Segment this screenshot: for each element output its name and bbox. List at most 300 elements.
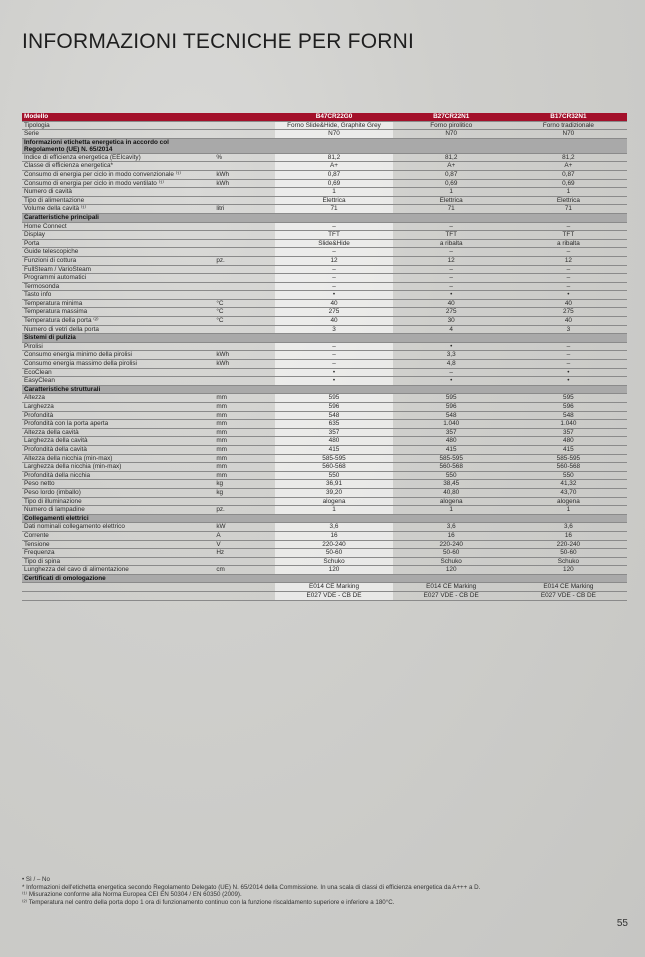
cell-value: – (275, 265, 392, 274)
row-unit (214, 325, 275, 334)
cell-value: – (275, 282, 392, 291)
table-row (22, 162, 627, 171)
cell-value: Schuko (510, 557, 627, 566)
cell-value: – (393, 265, 510, 274)
row-unit: mm (214, 428, 275, 437)
cell-value: – (393, 274, 510, 283)
cell-value: E014 CE Marking (393, 583, 510, 592)
cell-value: 596 (510, 403, 627, 412)
cell-value: 357 (393, 428, 510, 437)
cell-value: – (510, 248, 627, 257)
cell-value: 0,87 (393, 170, 510, 179)
row-unit (214, 377, 275, 386)
cell-value: 585-595 (393, 454, 510, 463)
cell-value: 1 (510, 188, 627, 197)
row-label: Lunghezza del cavo di alimentazione (22, 566, 214, 575)
row-unit: cm (214, 566, 275, 575)
cell-value: alogena (275, 497, 392, 506)
row-unit: °C (214, 317, 275, 326)
page-title: INFORMAZIONI TECNICHE PER FORNI (22, 30, 414, 53)
cell-value: 71 (510, 205, 627, 214)
cell-value: 16 (393, 531, 510, 540)
row-label: Tipo di alimentazione (22, 196, 214, 205)
table-row (22, 170, 627, 179)
row-label: Display (22, 231, 214, 240)
cell-value: 40 (510, 317, 627, 326)
cell-value: • (510, 291, 627, 300)
row-unit: kW (214, 523, 275, 532)
cell-value: Forno pirolitico (393, 121, 510, 130)
section-header-row (22, 385, 627, 394)
cell-value: 0,69 (510, 179, 627, 188)
cell-value: 220-240 (393, 540, 510, 549)
cell-value: 275 (275, 308, 392, 317)
table-row (22, 523, 627, 532)
cell-value: E027 VDE - CB DE (275, 592, 392, 601)
cell-value: 0,87 (510, 170, 627, 179)
table-row (22, 471, 627, 480)
row-unit: mm (214, 454, 275, 463)
cell-value: 275 (393, 308, 510, 317)
row-unit (214, 368, 275, 377)
table-row (22, 463, 627, 472)
model-header: B47CR22G0 (275, 113, 392, 121)
row-label: EcoClean (22, 368, 214, 377)
table-row (22, 454, 627, 463)
row-unit: mm (214, 437, 275, 446)
cell-value: 3,6 (393, 523, 510, 532)
cell-value: • (275, 368, 392, 377)
cell-value: 12 (393, 256, 510, 265)
section-title: Collegamenti elettrici (22, 514, 627, 523)
table-row (22, 411, 627, 420)
footnote: • Sì / – No (22, 876, 50, 883)
cell-value: 3,3 (393, 351, 510, 360)
cell-value: 3 (510, 325, 627, 334)
table-row (22, 566, 627, 575)
cell-value: 40 (393, 299, 510, 308)
cell-value: Forno Slide&Hide, Graphite Grey (275, 121, 392, 130)
cell-value: E014 CE Marking (510, 583, 627, 592)
table-row (22, 531, 627, 540)
cell-value: • (393, 342, 510, 351)
row-unit: kWh (214, 179, 275, 188)
cell-value: Elettrica (393, 196, 510, 205)
row-label: Volume della cavità ⁽¹⁾ (22, 205, 214, 214)
row-unit (214, 162, 275, 171)
row-label: Consumo di energia per ciclo in modo ventilato ⁽¹⁾ (22, 179, 214, 188)
cell-value: 3,6 (275, 523, 392, 532)
table-row (22, 480, 627, 489)
table-row (22, 317, 627, 326)
row-label: Altezza della nicchia (min-max) (22, 454, 214, 463)
cell-value: 0,69 (275, 179, 392, 188)
row-label: EasyClean (22, 377, 214, 386)
cell-value: 50-60 (510, 549, 627, 558)
cell-value: A+ (275, 162, 392, 171)
table-row (22, 583, 627, 592)
row-label (22, 583, 214, 592)
cell-value: • (275, 291, 392, 300)
cell-value: 81,2 (393, 153, 510, 162)
row-label: Tipo di illuminazione (22, 497, 214, 506)
row-label: Altezza della cavità (22, 428, 214, 437)
section-title: Sistemi di pulizia (22, 334, 627, 343)
cell-value: 595 (393, 394, 510, 403)
cell-value: 595 (510, 394, 627, 403)
row-label: Home Connect (22, 222, 214, 231)
section-header-row (22, 574, 627, 583)
row-unit (214, 239, 275, 248)
cell-value: 480 (275, 437, 392, 446)
row-unit: mm (214, 411, 275, 420)
row-unit: litri (214, 205, 275, 214)
cell-value: 12 (510, 256, 627, 265)
table-row (22, 557, 627, 566)
cell-value: 415 (275, 445, 392, 454)
cell-value: 585-595 (275, 454, 392, 463)
cell-value: 480 (393, 437, 510, 446)
cell-value: • (393, 377, 510, 386)
cell-value: 81,2 (275, 153, 392, 162)
table-row (22, 308, 627, 317)
cell-value: 40 (275, 317, 392, 326)
cell-value: E014 CE Marking (275, 583, 392, 592)
cell-value: 357 (510, 428, 627, 437)
cell-value: 596 (393, 403, 510, 412)
cell-value: Slide&Hide (275, 239, 392, 248)
cell-value: 71 (275, 205, 392, 214)
table-row (22, 256, 627, 265)
table-row (22, 153, 627, 162)
table-row (22, 428, 627, 437)
row-label: Tipo di spina (22, 557, 214, 566)
cell-value: 40 (510, 299, 627, 308)
row-label: Profondità della nicchia (22, 471, 214, 480)
cell-value: 30 (393, 317, 510, 326)
row-unit: mm (214, 394, 275, 403)
row-unit (214, 248, 275, 257)
cell-value: 120 (275, 566, 392, 575)
table-row (22, 497, 627, 506)
row-label: Altezza (22, 394, 214, 403)
table-row (22, 121, 627, 130)
table-row (22, 360, 627, 369)
cell-value: 560-568 (510, 463, 627, 472)
cell-value: – (275, 248, 392, 257)
cell-value: 357 (275, 428, 392, 437)
row-unit: kg (214, 480, 275, 489)
cell-value: 550 (275, 471, 392, 480)
cell-value: 415 (393, 445, 510, 454)
cell-value: • (393, 291, 510, 300)
cell-value: – (275, 342, 392, 351)
row-unit (214, 121, 275, 130)
page-number: 55 (616, 918, 628, 929)
table-header-row (22, 113, 627, 121)
row-label: Temperatura massima (22, 308, 214, 317)
row-label: FullSteam / VarioSteam (22, 265, 214, 274)
table-row (22, 248, 627, 257)
table-row (22, 179, 627, 188)
row-unit: mm (214, 403, 275, 412)
table-row (22, 540, 627, 549)
cell-value: TFT (510, 231, 627, 240)
cell-value: – (510, 360, 627, 369)
cell-value: 550 (510, 471, 627, 480)
cell-value: 548 (275, 411, 392, 420)
cell-value: – (275, 274, 392, 283)
row-unit (214, 291, 275, 300)
cell-value: – (510, 351, 627, 360)
row-unit: mm (214, 463, 275, 472)
cell-value: – (393, 248, 510, 257)
cell-value: 1.040 (510, 420, 627, 429)
spec-table (22, 113, 627, 601)
row-label: Programmi automatici (22, 274, 214, 283)
cell-value: A+ (510, 162, 627, 171)
footnote: ⁽²⁾ Temperatura nel centro della porta dopo 1 ora di funzionamento continuo con la funzione riscaldamento superiore e inferiore a 180°C. (22, 898, 395, 906)
model-header: B27CR22N1 (393, 113, 510, 121)
cell-value: – (275, 351, 392, 360)
footnote: ⁽¹⁾ Misurazione conforme alla Norma Europea CEI EN 50304 / EN 60350 (2009). (22, 891, 242, 899)
row-label: Pirolisi (22, 342, 214, 351)
row-unit (214, 231, 275, 240)
section-title: Informazioni etichetta energetica in accordo col Regolamento (UE) N. 65/2014 (22, 138, 627, 153)
row-label: Profondità (22, 411, 214, 420)
table-row (22, 265, 627, 274)
cell-value: 120 (393, 566, 510, 575)
cell-value: – (393, 282, 510, 291)
cell-value: 12 (275, 256, 392, 265)
row-unit (214, 342, 275, 351)
table-row (22, 549, 627, 558)
cell-value: 3,6 (510, 523, 627, 532)
row-unit: °C (214, 299, 275, 308)
section-header-row (22, 213, 627, 222)
table-row (22, 239, 627, 248)
cell-value: 16 (275, 531, 392, 540)
cell-value: 39,20 (275, 488, 392, 497)
cell-value: N70 (275, 130, 392, 139)
cell-value: 4 (393, 325, 510, 334)
row-label: Profondità con la porta aperta (22, 420, 214, 429)
cell-value: 415 (510, 445, 627, 454)
cell-value: 36,91 (275, 480, 392, 489)
row-unit: V (214, 540, 275, 549)
cell-value: 1 (275, 188, 392, 197)
row-label: Classe di efficienza energetica* (22, 162, 214, 171)
table-row (22, 592, 627, 601)
footnote: * Informazioni dell'etichetta energetica secondo Regolamento Delegato (UE) N. 65/2014 della Commissione. In una scala di classi di efficienza energetica da A+++ a D. (22, 883, 481, 891)
cell-value: – (510, 265, 627, 274)
cell-value: 635 (275, 420, 392, 429)
row-label: Larghezza della cavità (22, 437, 214, 446)
cell-value: 585-595 (510, 454, 627, 463)
cell-value: E027 VDE - CB DE (393, 592, 510, 601)
cell-value: 0,87 (275, 170, 392, 179)
cell-value: 71 (393, 205, 510, 214)
cell-value: 38,45 (393, 480, 510, 489)
table-row (22, 488, 627, 497)
table-row (22, 403, 627, 412)
row-unit (214, 282, 275, 291)
footnotes (22, 876, 480, 906)
cell-value: N70 (393, 130, 510, 139)
section-title: Caratteristiche principali (22, 213, 627, 222)
table-row (22, 130, 627, 139)
table-row (22, 342, 627, 351)
cell-value: 0,69 (393, 179, 510, 188)
cell-value: alogena (393, 497, 510, 506)
cell-value: 1 (393, 506, 510, 515)
row-label: Peso lordo (imballo) (22, 488, 214, 497)
row-unit: mm (214, 420, 275, 429)
cell-value: 480 (510, 437, 627, 446)
table-row (22, 274, 627, 283)
cell-value: – (510, 274, 627, 283)
row-label: Temperatura della porta ⁽²⁾ (22, 317, 214, 326)
cell-value: – (393, 368, 510, 377)
row-label: Tensione (22, 540, 214, 549)
row-label: Profondità della cavità (22, 445, 214, 454)
row-label (22, 592, 214, 601)
row-unit (214, 130, 275, 139)
row-unit: mm (214, 445, 275, 454)
cell-value: 220-240 (510, 540, 627, 549)
row-unit (214, 265, 275, 274)
cell-value: – (510, 282, 627, 291)
cell-value: TFT (275, 231, 392, 240)
section-header-row (22, 138, 627, 153)
cell-value: 40 (275, 299, 392, 308)
row-label: Numero di cavità (22, 188, 214, 197)
cell-value: 50-60 (275, 549, 392, 558)
cell-value: 50-60 (393, 549, 510, 558)
row-unit: % (214, 153, 275, 162)
table-row (22, 437, 627, 446)
row-label: Larghezza della nicchia (min-max) (22, 463, 214, 472)
cell-value: 3 (275, 325, 392, 334)
cell-value: 41,32 (510, 480, 627, 489)
row-label: Tipologia (22, 121, 214, 130)
row-unit: kWh (214, 351, 275, 360)
section-header-row (22, 514, 627, 523)
row-unit (214, 274, 275, 283)
cell-value: 548 (393, 411, 510, 420)
section-title: Caratteristiche strutturali (22, 385, 627, 394)
cell-value: 1 (393, 188, 510, 197)
table-row (22, 394, 627, 403)
cell-value: 43,70 (510, 488, 627, 497)
row-label: Funzioni di cottura (22, 256, 214, 265)
row-unit: kg (214, 488, 275, 497)
row-unit: pz. (214, 506, 275, 515)
table-row (22, 299, 627, 308)
table-row (22, 351, 627, 360)
table-row (22, 368, 627, 377)
section-header-row (22, 334, 627, 343)
row-label: Termosonda (22, 282, 214, 291)
cell-value: Schuko (275, 557, 392, 566)
cell-value: 220-240 (275, 540, 392, 549)
row-label: Indice di efficienza energetica (EEIcavity) (22, 153, 214, 162)
table-row (22, 325, 627, 334)
row-unit (214, 557, 275, 566)
cell-value: Elettrica (275, 196, 392, 205)
table-row (22, 188, 627, 197)
row-unit: °C (214, 308, 275, 317)
row-label: Corrente (22, 531, 214, 540)
cell-value: – (275, 360, 392, 369)
table-row (22, 377, 627, 386)
cell-value: Schuko (393, 557, 510, 566)
row-unit (214, 497, 275, 506)
row-label: Peso netto (22, 480, 214, 489)
row-unit: kWh (214, 360, 275, 369)
cell-value: • (510, 377, 627, 386)
cell-value: Forno tradizionale (510, 121, 627, 130)
cell-value: • (275, 377, 392, 386)
row-label: Consumo di energia per ciclo in modo convenzionale ⁽¹⁾ (22, 170, 214, 179)
cell-value: 548 (510, 411, 627, 420)
section-title: Certificati di omologazione (22, 574, 627, 583)
row-label: Guide telescopiche (22, 248, 214, 257)
row-label: Larghezza (22, 403, 214, 412)
cell-value: – (275, 222, 392, 231)
row-label: Numero di vetri della porta (22, 325, 214, 334)
table-row (22, 231, 627, 240)
cell-value: 275 (510, 308, 627, 317)
cell-value: – (510, 222, 627, 231)
table-row (22, 222, 627, 231)
cell-value: 40,80 (393, 488, 510, 497)
row-unit (214, 196, 275, 205)
row-label: Porta (22, 239, 214, 248)
cell-value: TFT (393, 231, 510, 240)
cell-value: • (510, 368, 627, 377)
table-row (22, 506, 627, 515)
cell-value: 1.040 (393, 420, 510, 429)
model-header: B17CR32N1 (510, 113, 627, 121)
cell-value: 596 (275, 403, 392, 412)
cell-value: 560-568 (275, 463, 392, 472)
row-unit (214, 222, 275, 231)
row-label: Dati nominali collegamento elettrico (22, 523, 214, 532)
cell-value: – (510, 342, 627, 351)
table-row (22, 196, 627, 205)
cell-value: 595 (275, 394, 392, 403)
row-unit: kWh (214, 170, 275, 179)
table-row (22, 445, 627, 454)
table-row (22, 205, 627, 214)
cell-value: 81,2 (510, 153, 627, 162)
header-label: Modello (22, 113, 214, 121)
table-row (22, 291, 627, 300)
cell-value: a ribalta (510, 239, 627, 248)
cell-value: alogena (510, 497, 627, 506)
cell-value: N70 (510, 130, 627, 139)
cell-value: 560-568 (393, 463, 510, 472)
row-label: Temperatura minima (22, 299, 214, 308)
row-unit: pz. (214, 256, 275, 265)
row-unit: Hz (214, 549, 275, 558)
row-label: Tasto info (22, 291, 214, 300)
cell-value: 16 (510, 531, 627, 540)
cell-value: – (393, 222, 510, 231)
row-label: Serie (22, 130, 214, 139)
cell-value: 550 (393, 471, 510, 480)
